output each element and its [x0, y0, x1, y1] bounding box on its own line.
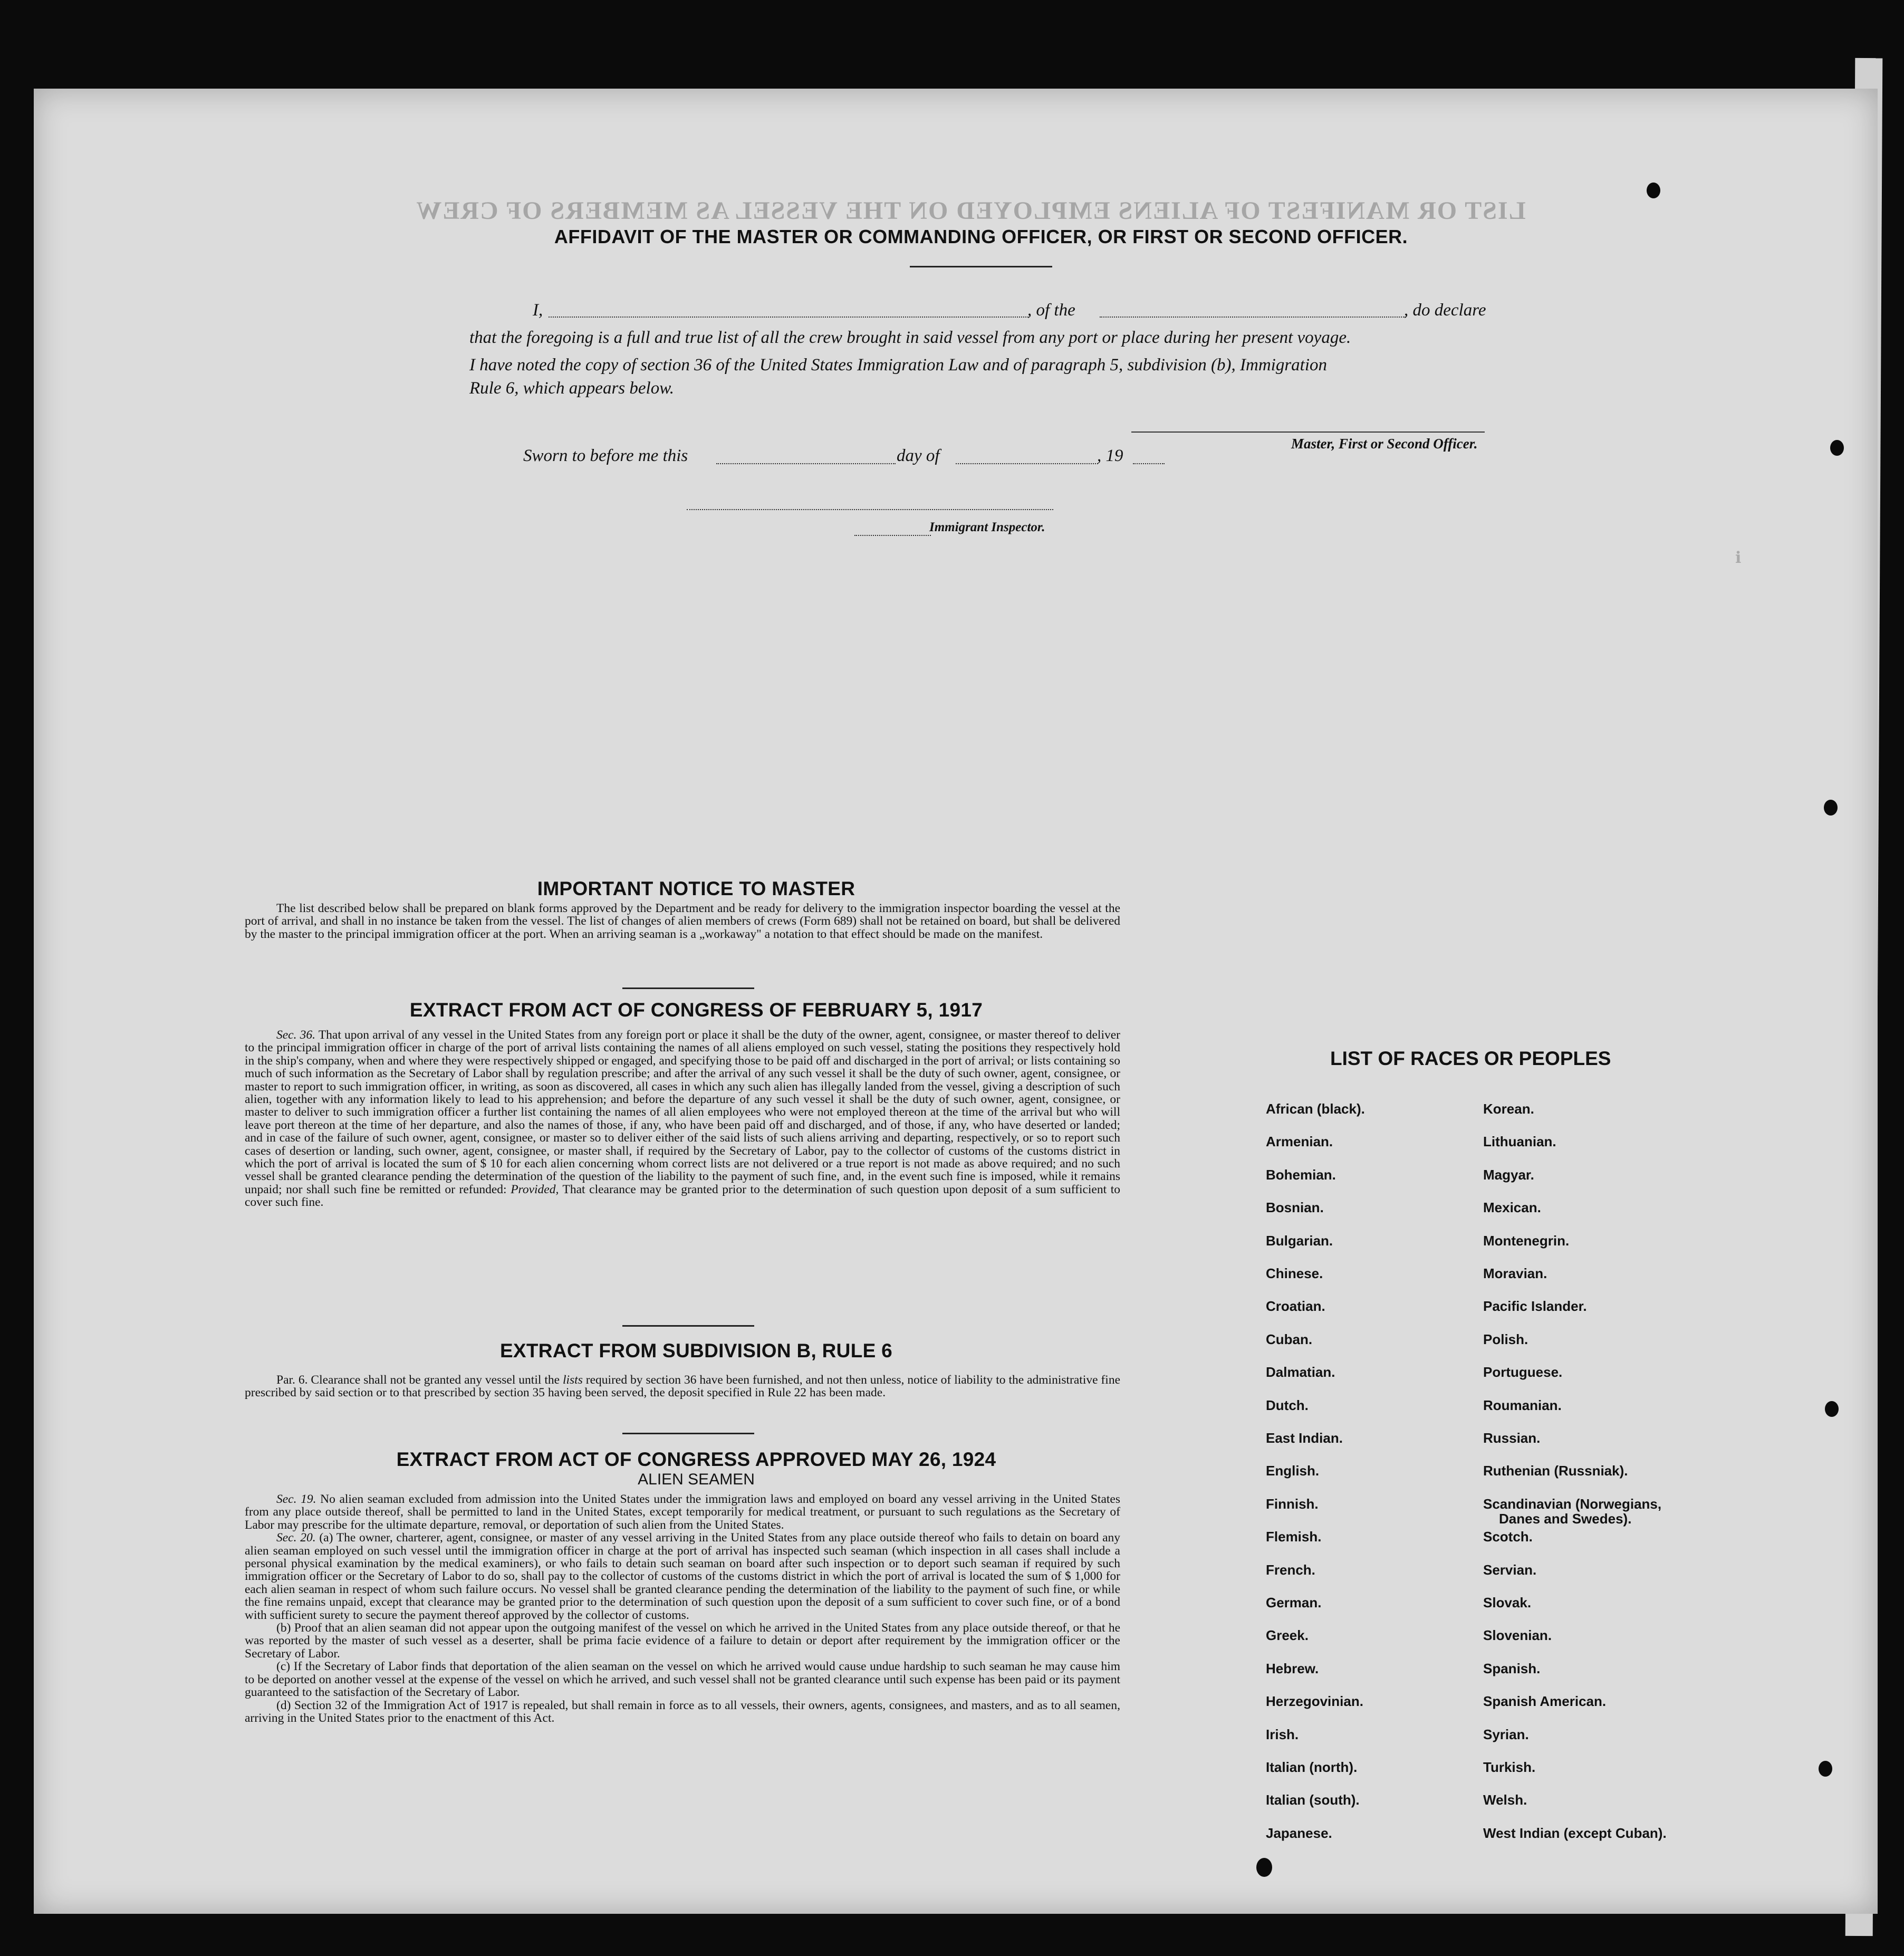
vessel-field-line[interactable]: [1100, 317, 1406, 318]
sec-36-text: That upon arrival of any vessel in the United States from any foreign port or place it shall be the duty of the owner, agent, consignee, or master thereof to deliver to the principal immigration officer in charge of the port of arrival lists containing the names of all aliens employed on such vessel, stating the positions they respectively hold in the ship's company, when and where they were respectively shipped or engaged, and specifying those to be paid off and discharged in the port of arrival; or lists containing so much of such information as the Secretary of Labor shall by regulation prescribe; and after the arrival of any such vessel it shall be the duty of such owner, agent, consignee, or master to report to such immigration officer, in writing, as soon as discovered, all cases in which any such alien has illegally landed from the vessel, giving a description of such alien, together with any information likely to lead to his apprehension; and before the departure of any such vessel it shall be the duty of such owner, agent, consignee, or master to deliver to such immigration officer a further list containing the names of all alien employees who were not employed thereon at the time of the arrival but who will leave port thereon at the time of her departure, and also the names of those, if any, who have been paid off and discharged, and of those, if any, who have deserted or landed; and in case of the failure of such owner, agent, consignee, or master so to deliver either of the said lists of such aliens arriving and departing, respectively, or so to report such cases of desertion or landing, such owner, agent, consignee, or master shall, if required by the Secretary of Labor, pay to the collector of customs of the customs district in which the port of arrival is located the sum of $ 10 for each alien concerning whom correct lists are not delivered or a true report is not made as above required; and no such vessel shall be granted clearance pending the determination of the question of the liability to the payment of such fine, and, in the event such fine is imposed, while it remains unpaid; nor shall such fine be remitted or refunded:: [245, 1028, 1120, 1196]
race-item: Welsh.: [1483, 1792, 1527, 1808]
sec-20-label: Sec. 20.: [276, 1531, 316, 1545]
race-item: East Indian.: [1266, 1430, 1343, 1446]
extract-1924-title: EXTRACT FROM ACT OF CONGRESS APPROVED MAY 26, 1924: [396, 1449, 996, 1470]
race-item: Mexican.: [1483, 1200, 1541, 1216]
sworn-label: Sworn to before me this: [523, 446, 688, 465]
inspector-line-left: [854, 535, 931, 536]
affidavit-declare-label: , do declare: [1404, 301, 1486, 320]
race-item: Croatian.: [1266, 1298, 1325, 1315]
bleed-through-text: ℹ: [1735, 550, 1742, 568]
sec-20a-text: (a) The owner, charterer, agent, consignee, or master of any vessel arriving in the United States from any place outside thereof who fails to detain on board any alien seaman employed on such vessel until the immigration officer in charge at the port of arrival has inspected such seaman (which inspection in all cases shall include a personal physical examination by the medical examiners), or who fails to detain such seaman on board after such inspection or to deport such seaman if required by such immigration officer or the Secretary of Labor to do so, shall pay to the collector of customs of the customs district in which the port of arrival is located the sum of $ 1,000 for each alien seaman in respect of whom such failure occurs. No vessel shall be granted clearance pending the determination of the liability to the payment of such fine, or while the fine remains unpaid, except that clearance may be granted prior to the determination of such question upon the deposit of a sum sufficient to cover such fine, or of a bond with sufficient surety to secure the payment thereof approved by the collector of customs.: [245, 1531, 1120, 1622]
race-item: French.: [1266, 1561, 1315, 1578]
sec-20b-text: (b) Proof that an alien seaman did not appear upon the outgoing manifest of the vessel on which he arrived in the United States from any place outside thereof, or that he was reported by the master of such vessel as a deserter, shall be prima facie evidence of a failure to detain or deport after requirement by the immigration officer or the Secretary of Labor.: [245, 1621, 1120, 1661]
race-item: Italian (north).: [1266, 1759, 1358, 1775]
bleed-through-title: LIST OR MANIFEST OF ALIENS EMPLOYED ON THE VESSEL AS MEMBERS OF CREW: [415, 197, 1526, 225]
race-item: Finnish.: [1266, 1495, 1319, 1512]
race-item: Armenian.: [1266, 1134, 1333, 1150]
race-item: Korean.: [1483, 1101, 1534, 1117]
inspector-label: Immigrant Inspector.: [929, 520, 1045, 534]
race-item: Irish.: [1266, 1726, 1299, 1742]
race-item: Portuguese.: [1483, 1364, 1563, 1380]
notice-title: IMPORTANT NOTICE TO MASTER: [537, 878, 855, 899]
affidavit-line3: I have noted the copy of section 36 of the United States Immigration Law and of paragraph 5, subdivision (b), Immigration: [469, 356, 1328, 375]
alien-seamen-subtitle: ALIEN SEAMEN: [638, 1471, 755, 1488]
inspector-signature-line[interactable]: [687, 509, 1053, 510]
extract-1917-title: EXTRACT FROM ACT OF CONGRESS OF FEBRUARY 5, 1917: [409, 999, 983, 1021]
ink-blot: [1256, 1858, 1272, 1877]
race-item: Servian.: [1483, 1561, 1537, 1578]
binder-hole: [1647, 183, 1660, 198]
races-title: LIST OF RACES OR PEOPLES: [1330, 1048, 1611, 1069]
race-item: Flemish.: [1266, 1529, 1322, 1545]
affidavit-i-label: I,: [533, 301, 543, 320]
binder-hole: [1825, 1401, 1839, 1417]
extract-1924-body: [245, 1493, 1120, 1724]
rule6-text-b: required by section 36 have been furnished, and not then unless, notice of liability to the administrative fine prescribed by said section or to that prescribed by section 35 having been served, the deposit specified in Rule 22 has been made.: [245, 1373, 1121, 1400]
race-item: African (black).: [1266, 1101, 1365, 1117]
race-item-continuation: Danes and Swedes).: [1499, 1510, 1632, 1527]
race-item: Lithuanian.: [1483, 1134, 1556, 1150]
binder-hole: [1824, 800, 1838, 816]
section-rule: [622, 1325, 754, 1327]
race-item: Syrian.: [1483, 1726, 1529, 1742]
affidavit-of-the-label: , of the: [1027, 301, 1075, 320]
race-item: Cuban.: [1266, 1331, 1313, 1347]
affidavit-line2: that the foregoing is a full and true list of all the crew brought in said vessel from any port or place during her present voyage.: [469, 328, 1351, 347]
binder-hole: [1830, 440, 1844, 456]
sworn-day-of-label: day of: [897, 446, 940, 465]
sec-20c-text: (c) If the Secretary of Labor finds that deportation of the alien seaman on the vessel on which he arrived would cause undue hardship to such seaman he may cause him to be deported on another vessel at the expense of the vessel on which he arrived, and such vessel shall not be granted clearance until such expense has been paid or its payment guaranteed to the satisfaction of the Secretary of Labor.: [245, 1660, 1120, 1700]
race-item: Pacific Islander.: [1483, 1298, 1587, 1315]
rule6-title: EXTRACT FROM SUBDIVISION B, RULE 6: [499, 1340, 893, 1361]
sworn-year-line[interactable]: [1133, 463, 1165, 464]
sworn-year-label: , 19: [1097, 446, 1123, 465]
race-item: West Indian (except Cuban).: [1483, 1825, 1667, 1841]
race-item: Spanish.: [1483, 1660, 1541, 1676]
section-rule: [622, 1433, 754, 1434]
race-item: Scandinavian (Norwegians,: [1483, 1495, 1662, 1512]
lists-word: lists: [562, 1373, 583, 1387]
affidavit-title: AFFIDAVIT OF THE MASTER OR COMMANDING OFFICER, OR FIRST OR SECOND OFFICER.: [554, 226, 1408, 247]
section-rule: [622, 987, 754, 989]
race-item: Ruthenian (Russniak).: [1483, 1463, 1628, 1479]
race-item: Russian.: [1483, 1430, 1541, 1446]
race-item: Slovak.: [1483, 1595, 1532, 1610]
race-item: Chinese.: [1266, 1265, 1323, 1281]
race-item: Bulgarian.: [1266, 1232, 1333, 1249]
race-item: German.: [1266, 1595, 1322, 1610]
race-item: Bohemian.: [1266, 1166, 1336, 1183]
sec-36-label: Sec. 36.: [276, 1028, 316, 1042]
race-item: Moravian.: [1483, 1265, 1547, 1281]
notice-body: [245, 902, 1120, 941]
sworn-month-line[interactable]: [956, 463, 1098, 464]
race-item: Roumanian.: [1483, 1397, 1562, 1413]
binder-hole: [1819, 1761, 1832, 1777]
name-field-line[interactable]: [549, 317, 1028, 318]
race-item: Greek.: [1266, 1627, 1309, 1644]
provided-word: Provided,: [511, 1182, 559, 1196]
race-item: Montenegrin.: [1483, 1232, 1570, 1249]
race-item: Italian (south).: [1266, 1792, 1360, 1808]
race-item: Slovenian.: [1483, 1627, 1552, 1644]
race-item: Bosnian.: [1266, 1200, 1324, 1216]
affidavit-rule: [910, 266, 1052, 267]
notice-text: The list described below shall be prepared on blank forms approved by the Department and be ready for delivery to the immigration inspector boarding the vessel at the port of arrival, and shall in no instance be taken from the vessel. The list of changes of alien members of crews (Form 689) shall not be retained on board, but shall be delivered by the master to the principal immigration officer at the port. When an arriving seaman is a „workaway" a notation to that effect should be made on the manifest.: [245, 902, 1120, 941]
sec-36-text-end: That clearance may be granted prior to the determination of such question upon deposit of a sum sufficient to cover such fine.: [245, 1182, 1121, 1210]
race-item: Magyar.: [1483, 1166, 1534, 1183]
race-item: Dutch.: [1266, 1397, 1309, 1413]
sworn-day-line[interactable]: [716, 463, 896, 464]
sec-19-text: No alien seaman excluded from admission into the United States under the immigration laws and employed on board any vessel arriving in the United States from any place outside thereof, shall be permitted to land in the United States, except temporarily for medical treatment, or pursuant to such regulations as the Secretary of Labor may prescribe for the ultimate departure, removal, or deportation of such alien from the United States.: [245, 1492, 1120, 1532]
extract-1917-body: [245, 1029, 1120, 1209]
race-item: Hebrew.: [1266, 1660, 1319, 1676]
affidavit-line4: Rule 6, which appears below.: [469, 379, 675, 398]
race-item: Herzegovinian.: [1266, 1693, 1363, 1710]
race-item: Polish.: [1483, 1331, 1528, 1347]
signature-label: Master, First or Second Officer.: [1291, 436, 1478, 452]
race-item: Spanish American.: [1483, 1693, 1607, 1710]
rule6-body: [245, 1374, 1120, 1399]
race-item: Dalmatian.: [1266, 1364, 1335, 1380]
race-item: Turkish.: [1483, 1759, 1536, 1775]
signature-line[interactable]: [1131, 432, 1485, 433]
race-item: English.: [1266, 1463, 1320, 1479]
sec-20d-text: (d) Section 32 of the Immigration Act of 1917 is repealed, but shall remain in force as to all vessels, their owners, agents, consignees, and masters, and as to all seamen, arriving in the United States prior to the enactment of this Act.: [245, 1698, 1120, 1725]
rule6-text-a: Par. 6. Clearance shall not be granted any vessel until the: [276, 1373, 560, 1387]
race-item: Scotch.: [1483, 1529, 1533, 1545]
sec-19-label: Sec. 19.: [276, 1492, 316, 1506]
race-item: Japanese.: [1266, 1825, 1332, 1841]
